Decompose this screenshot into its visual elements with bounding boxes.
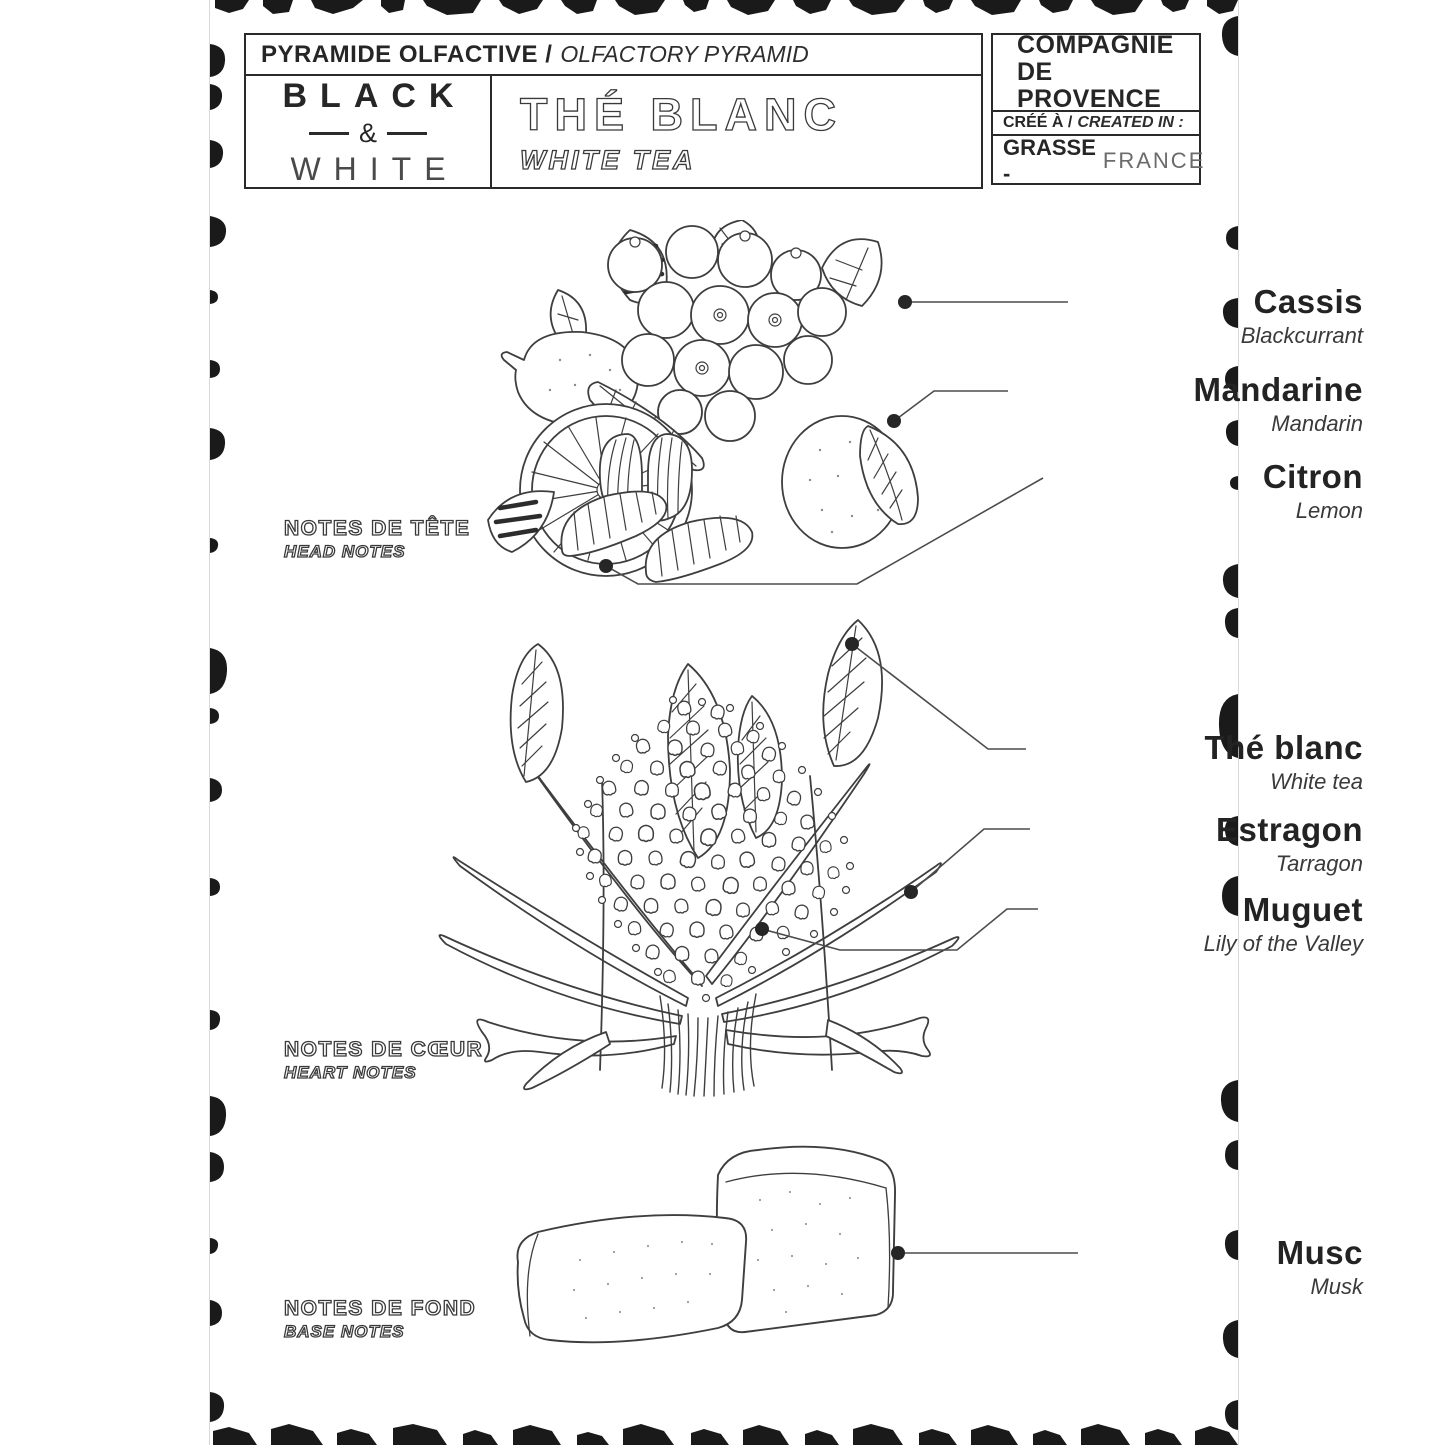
brand-box: [991, 31, 1206, 186]
logo-word-white: WHITE: [290, 151, 459, 187]
created-in-en: CREATED IN :: [1077, 114, 1184, 131]
note-label-citron: [1263, 458, 1363, 526]
head-notes-title-en: HEAD NOTES: [284, 542, 406, 561]
note-name-citron: Citron: [1262, 458, 1363, 495]
origin-city: GRASSE -: [1003, 134, 1096, 186]
note-sub-white-tea: White tea: [1270, 769, 1363, 794]
logo-word-black: BLACK: [282, 77, 467, 115]
heart-notes-title-en: HEART NOTES: [284, 1063, 417, 1082]
created-in-row: [993, 112, 1199, 136]
black-and-white-logo: [246, 76, 492, 189]
header-title-row: [246, 35, 981, 76]
brand-line2: DE PROVENCE: [1017, 58, 1162, 113]
note-label-mandarine: [1193, 371, 1363, 439]
header-title-fr: PYRAMIDE OLFACTIVE /: [261, 40, 553, 68]
logo-right-dash: [387, 132, 427, 135]
note-sub-tarragon: Tarragon: [1275, 851, 1363, 876]
brand-name: [993, 31, 1199, 113]
white-tea-bouquet-illustration: [430, 600, 970, 1100]
product-title-fr: THÉ BLANC: [520, 89, 843, 140]
base-notes-title-en: BASE NOTES: [284, 1322, 405, 1341]
note-name-the-blanc: Thé blanc: [1204, 729, 1363, 766]
created-in-fr: CRÉÉ À /: [1003, 114, 1073, 131]
product-title-cell: [492, 76, 981, 189]
note-label-cassis: [1241, 283, 1363, 351]
head-notes-title-fr: NOTES DE TÊTE: [284, 517, 471, 540]
section-title-head-notes: [284, 517, 470, 562]
note-name-musc: Musc: [1276, 1234, 1363, 1271]
note-name-cassis: Cassis: [1253, 283, 1363, 320]
base-notes-title-fr: NOTES DE FOND: [284, 1297, 477, 1320]
note-label-the-blanc: [1204, 729, 1363, 797]
note-name-mandarine: Mandarine: [1193, 371, 1363, 408]
section-title-base-notes: [284, 1297, 476, 1342]
heart-notes-title-fr: NOTES DE CŒUR: [284, 1038, 484, 1061]
header-bar: [244, 33, 983, 189]
origin-row: [993, 134, 1206, 186]
origin-country: FRANCE: [1102, 147, 1206, 173]
note-label-musc: [1277, 1234, 1363, 1302]
product-title-en: WHITE TEA: [520, 145, 696, 175]
note-name-muguet: Muguet: [1242, 891, 1363, 928]
musk-blocks-illustration: [490, 1140, 930, 1390]
header-title-en: OLFACTORY PYRAMID: [560, 41, 809, 67]
logo-left-dash: [309, 132, 349, 135]
note-sub-blackcurrant: Blackcurrant: [1240, 323, 1363, 348]
note-sub-lily-of-the-valley: Lily of the Valley: [1203, 931, 1363, 956]
note-sub-lemon: Lemon: [1295, 498, 1363, 523]
brand-line1: COMPAGNIE: [1017, 31, 1174, 59]
logo-ampersand: &: [358, 118, 377, 148]
note-label-estragon: [1216, 811, 1363, 879]
note-sub-mandarin: Mandarin: [1271, 411, 1363, 436]
citrus-and-blackcurrant-illustration: [470, 220, 960, 600]
note-sub-musk: Musk: [1310, 1274, 1363, 1299]
note-label-muguet: [1204, 891, 1363, 959]
note-name-estragon: Estragon: [1215, 811, 1363, 848]
